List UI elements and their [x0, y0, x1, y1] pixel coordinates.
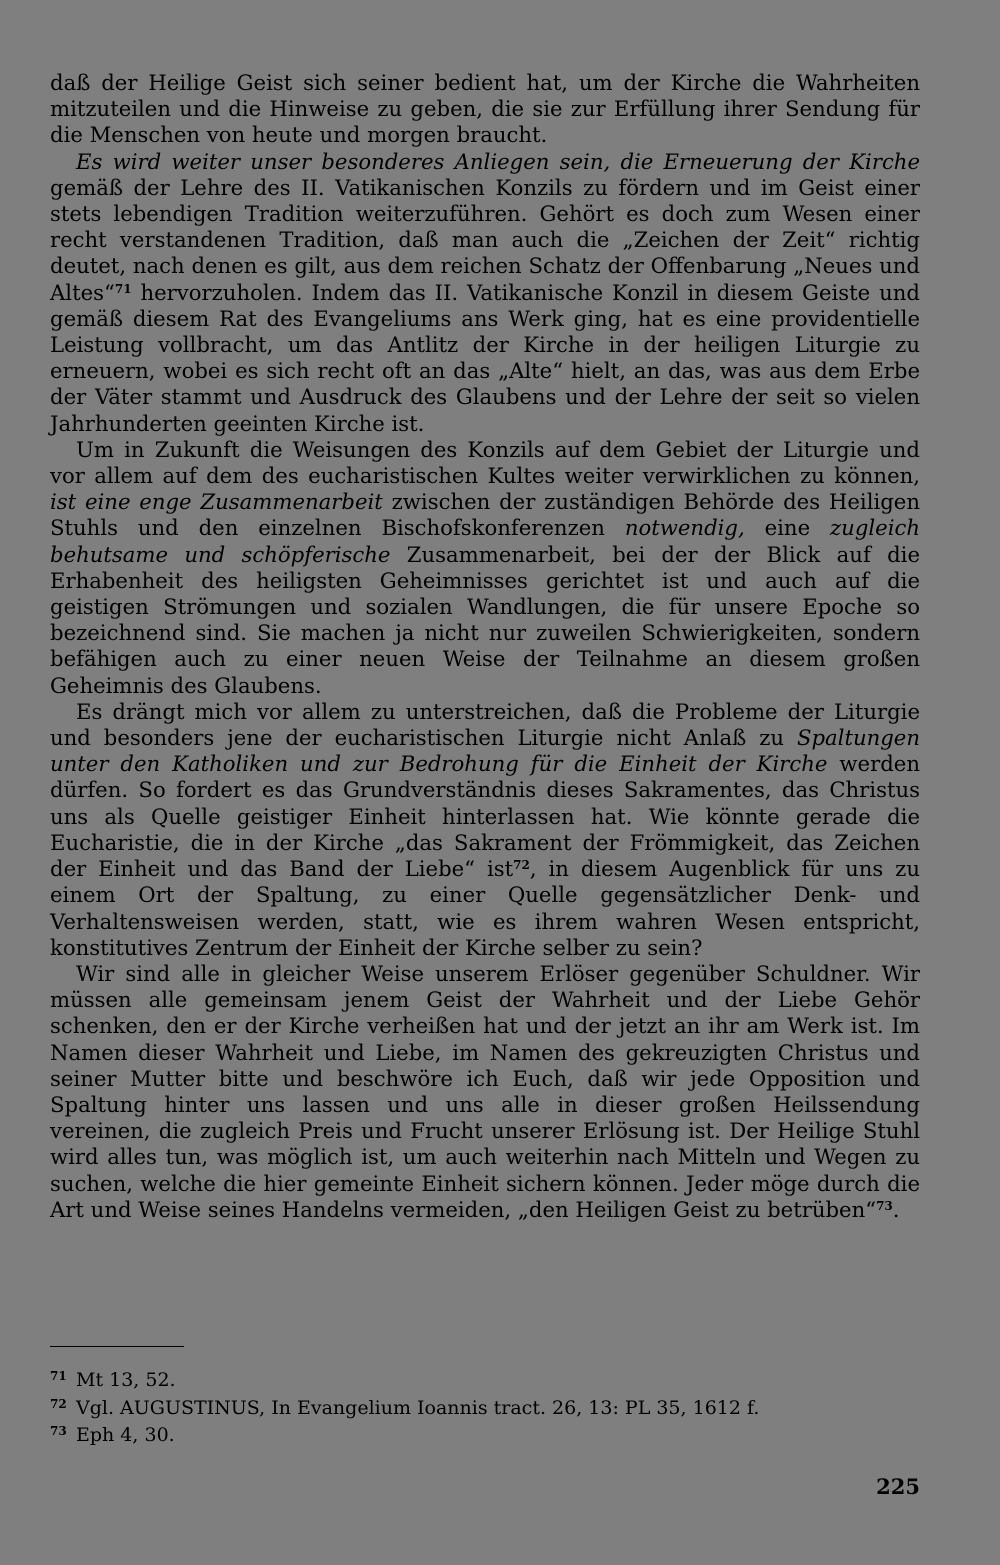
footnote-number: 71 — [50, 1369, 67, 1383]
footnote-reference: 72 — [513, 858, 530, 873]
text-run: Es drängt mich vor allem zu unterstreichen, daß die Probleme der Liturgie und besonders jene der eucharistischen Liturgie nicht Anlaß zu — [50, 698, 920, 751]
text-run: gemäß der Lehre des II. Vatikanischen Konzils zu fördern und im Geist einer stets lebendigen Tradition weiterzuführen. Gehört es doch zum Wesen einer recht verstandenen Tradition, daß man auch die „Zeichen der Zeit“ richtig deutet, nach denen es gilt, aus dem reichen Schatz der Offenbarung „Neues und Altes“ — [50, 174, 920, 305]
footnote-reference: 73 — [876, 1198, 893, 1213]
footnote-number: 72 — [50, 1396, 67, 1411]
text-run: eine — [744, 515, 831, 541]
footnote-text: Eph 4, 30. — [76, 1424, 175, 1446]
text-run: , in diesem Augenblick für uns zu einem Ort der Spaltung, zu einer Quelle gegensätzlicher Denk- und Verhaltensweisen werden, statt, wie es ihrem wahren Wesen entspricht, konstitutives Zentrum der Einheit der Kirche selber zu sein? — [50, 856, 920, 960]
page-number: 225 — [876, 1474, 920, 1499]
footnote-text: Vgl. AUGUSTINUS, In Evangelium Ioannis tract. 26, 13: PL 35, 1612 f. — [76, 1396, 760, 1419]
emphasis-text: zugleich behutsame und schöpferische — [50, 515, 920, 567]
footnote-72 — [50, 1393, 759, 1421]
footnote-text: Mt 13, 52. — [76, 1369, 176, 1391]
text-run: Zusammenarbeit, bei der der Blick auf die Erhabenheit des heiligsten Geheimnisses gerichtet ist und auch auf die geistigen Strömungen und sozialen Wandlungen, die für unsere Epoche so bezeichnend sind. Sie machen ja nicht nur zuweilen Schwierigkeiten, sondern befähigen auch zu einer neuen Weise der Teilnahme an diesem großen Geheimnis des Glaubens. — [50, 541, 920, 698]
paragraph — [50, 437, 920, 699]
main-text — [50, 70, 920, 1223]
emphasis-text: Es wird weiter unser besonderes Anliegen sein, die Erneuerung der Kirche — [76, 148, 920, 174]
footnote-separator — [50, 1346, 184, 1347]
paragraph — [50, 699, 920, 961]
text-run: zwischen der zuständigen Behörde des Heiligen Stuhls und den einzelnen Bischofskonferenzen — [50, 489, 920, 541]
paragraph — [50, 70, 920, 149]
text-run: Um in Zukunft die Weisungen des Konzils auf dem Gebiet der Liturgie und vor allem auf dem des eucharistischen Kultes weiter verwirklichen zu können, — [50, 436, 920, 489]
emphasis-text: ist eine enge Zusammenarbeit — [50, 489, 383, 515]
text-run: . — [892, 1196, 900, 1222]
footnote-73 — [50, 1420, 759, 1448]
text-run: hervorzuholen. Indem das II. Vatikanische Konzil in diesem Geiste und gemäß diesem Rat des Evangeliums ans Werk ging, hat es eine providentielle Leistung vollbracht, um das Antlitz der Kirche in der heiligen Liturgie zu erneuern, wobei es sich recht oft an das „Alte“ hielt, an das, was aus dem Erbe der Väter stammt und Ausdruck des Glaubens und der Lehre der seit so vielen Jahrhunderten geeinten Kirche ist. — [50, 279, 920, 436]
footnote-number: 73 — [50, 1424, 67, 1438]
text-run: werden dürfen. So fordert es das Grundverständnis dieses Sakramentes, das Christus uns als Quelle geistiger Einheit hinterlassen hat. Wie könnte gerade die Eucharistie, die in der Kirche „das Sakrament der Frömmigkeit, das Zeichen der Einheit und das Band der Liebe“ ist — [50, 751, 920, 882]
paragraph — [50, 961, 920, 1223]
text-run: Wir sind alle in gleicher Weise unserem Erlöser gegenüber Schuldner. Wir müssen alle gemeinsam jenem Geist der Wahrheit und der Liebe Gehör schenken, den er der Kirche verheißen hat und der jetzt an ihr am Werk ist. Im Namen dieser Wahrheit und Liebe, im Namen des gekreuzigten Christus und seiner Mutter bitte und beschwöre ich Euch, daß wir jede Opposition und Spaltung hinter uns lassen und uns alle in dieser großen Heilssendung vereinen, die zugleich Preis und Frucht unserer Erlösung ist. Der Heilige Stuhl wird alles tun, was möglich ist, um auch weiterhin nach Mitteln und Wegen zu suchen, welche die hier gemeinte Einheit sichern können. Jeder möge durch die Art und Weise seines Handelns vermeiden, „den Heiligen Geist zu betrüben“ — [50, 960, 920, 1222]
footnote-71 — [50, 1365, 759, 1393]
footnote-reference: 71 — [114, 281, 132, 296]
paragraph — [50, 149, 920, 437]
emphasis-text: Spaltungen unter den Katholiken und zur Bedrohung für die Einheit der Kirche — [50, 725, 920, 777]
emphasis-text: notwendig, — [624, 515, 745, 541]
footnotes — [50, 1365, 759, 1448]
text-run: daß der Heilige Geist sich seiner bedient hat, um der Kirche die Wahrheiten mitzuteilen und die Hinweise zu geben, die sie zur Erfüllung ihrer Sendung für die Menschen von heute und morgen braucht. — [50, 70, 920, 148]
